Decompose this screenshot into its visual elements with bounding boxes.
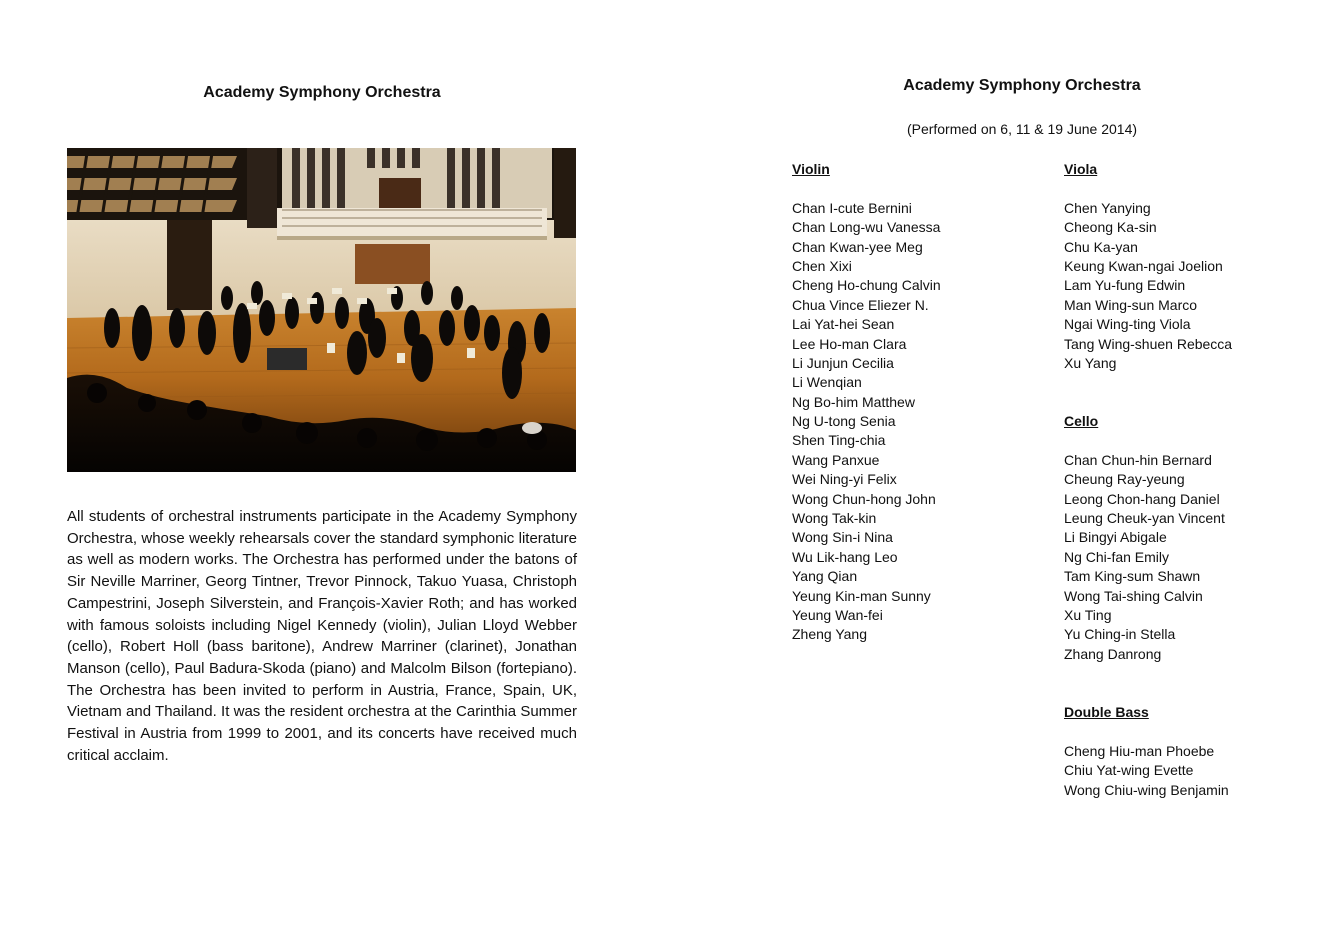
list-item: Tam King-sum Shawn xyxy=(1064,568,1201,585)
list-item: Li Wenqian xyxy=(792,374,862,391)
list-item: Chan Kwan-yee Meg xyxy=(792,238,923,255)
list-item: Leung Cheuk-yan Vincent xyxy=(1064,509,1225,526)
double-bass-member-list xyxy=(1064,742,1229,800)
orchestra-photo xyxy=(67,148,576,472)
list-item: Zheng Yang xyxy=(792,626,867,643)
section-violin xyxy=(792,160,941,645)
roster-title: Academy Symphony Orchestra xyxy=(903,77,1141,94)
section-heading-violin: Violin xyxy=(792,161,830,177)
list-item: Keung Kwan-ngai Joelion xyxy=(1064,257,1223,274)
list-item: Lee Ho-man Clara xyxy=(792,335,907,352)
left-page xyxy=(0,0,650,951)
list-item: Chen Yanying xyxy=(1064,199,1151,216)
list-item: Chiu Yat-wing Evette xyxy=(1064,762,1194,779)
list-item: Ng U-tong Senia xyxy=(792,413,896,430)
list-item: Leong Chon-hang Daniel xyxy=(1064,490,1220,507)
section-heading-viola: Viola xyxy=(1064,161,1098,177)
list-item: Chua Vince Eliezer N. xyxy=(792,296,929,313)
viola-member-list xyxy=(1064,199,1232,374)
list-item: Chan I-cute Bernini xyxy=(792,199,912,216)
section-heading-cello: Cello xyxy=(1064,413,1099,429)
list-item: Cheong Ka-sin xyxy=(1064,219,1157,236)
list-item: Shen Ting-chia xyxy=(792,432,886,449)
violin-member-list xyxy=(792,199,941,645)
list-item: Chan Chun-hin Bernard xyxy=(1064,451,1212,468)
page-title: Academy Symphony Orchestra xyxy=(203,84,441,101)
right-page xyxy=(672,0,1344,951)
list-item: Wong Chun-hong John xyxy=(792,490,936,507)
list-item: Li Junjun Cecilia xyxy=(792,354,894,371)
list-item: Cheng Hiu-man Phoebe xyxy=(1064,742,1215,759)
list-item: Li Bingyi Abigale xyxy=(1064,529,1167,546)
list-item: Wong Tak-kin xyxy=(792,510,877,527)
list-item: Zhang Danrong xyxy=(1064,645,1162,662)
list-item: Cheng Ho-chung Calvin xyxy=(792,277,941,294)
list-item: Cheung Ray-yeung xyxy=(1064,471,1185,488)
list-item: Ng Bo-him Matthew xyxy=(792,393,915,410)
cello-member-list xyxy=(1064,451,1225,664)
list-item: Wei Ning-yi Felix xyxy=(792,471,897,488)
list-item: Wang Panxue xyxy=(792,451,880,468)
list-item: Ng Chi-fan Emily xyxy=(1064,548,1170,565)
list-item: Wong Chiu-wing Benjamin xyxy=(1064,781,1229,798)
list-item: Yu Ching-in Stella xyxy=(1064,626,1176,643)
list-item: Xu Ting xyxy=(1064,606,1112,623)
description-paragraph: All students of orchestral instruments participate in the Academy Symphony Orchestra, whose weekly rehearsals cover the standard symphonic literature as well as modern works. The Orchestra has performed under the batons of Sir Neville Marriner, Georg Tintner, Trevor Pinnock, Takuo Yuasa, Christoph Campestrini, Joseph Silverstein, and François-Xavier Roth; and has worked with famous soloists including Nigel Kennedy (violin), Julian Lloyd Webber (cello), Robert Holl (bass baritone), Andrew Marriner (clarinet), Jonathan Manson (cello), Paul Badura-Skoda (piano) and Malcolm Bilson (fortepiano). The Orchestra has been invited to perform in Austria, France, Spain, UK, Vietnam and Thailand. It was the resident orchestra at the Carinthia Summer Festival in Austria from 1999 to 2001, and its concerts have received much critical acclaim. xyxy=(67,508,577,764)
list-item: Wong Sin-i Nina xyxy=(792,529,893,546)
list-item: Yang Qian xyxy=(792,568,858,585)
list-item: Yeung Wan-fei xyxy=(792,606,883,623)
section-heading-double-bass: Double Bass xyxy=(1064,704,1149,720)
list-item: Wu Lik-hang Leo xyxy=(792,548,898,565)
list-item: Yeung Kin-man Sunny xyxy=(792,587,931,604)
list-item: Ngai Wing-ting Viola xyxy=(1064,316,1191,333)
list-item: Wong Tai-shing Calvin xyxy=(1064,587,1203,604)
list-item: Lai Yat-hei Sean xyxy=(792,316,895,333)
list-item: Tang Wing-shuen Rebecca xyxy=(1064,335,1233,352)
list-item: Lam Yu-fung Edwin xyxy=(1064,277,1186,294)
list-item: Man Wing-sun Marco xyxy=(1064,296,1198,313)
section-viola xyxy=(1064,160,1232,373)
section-double-bass xyxy=(1064,703,1229,800)
list-item: Chan Long-wu Vanessa xyxy=(792,219,941,236)
performance-dates: (Performed on 6, 11 & 19 June 2014) xyxy=(906,121,1138,137)
list-item: Chen Xixi xyxy=(792,257,852,274)
list-item: Xu Yang xyxy=(1064,354,1117,371)
list-item: Chu Ka-yan xyxy=(1064,238,1138,255)
section-cello xyxy=(1064,412,1225,664)
